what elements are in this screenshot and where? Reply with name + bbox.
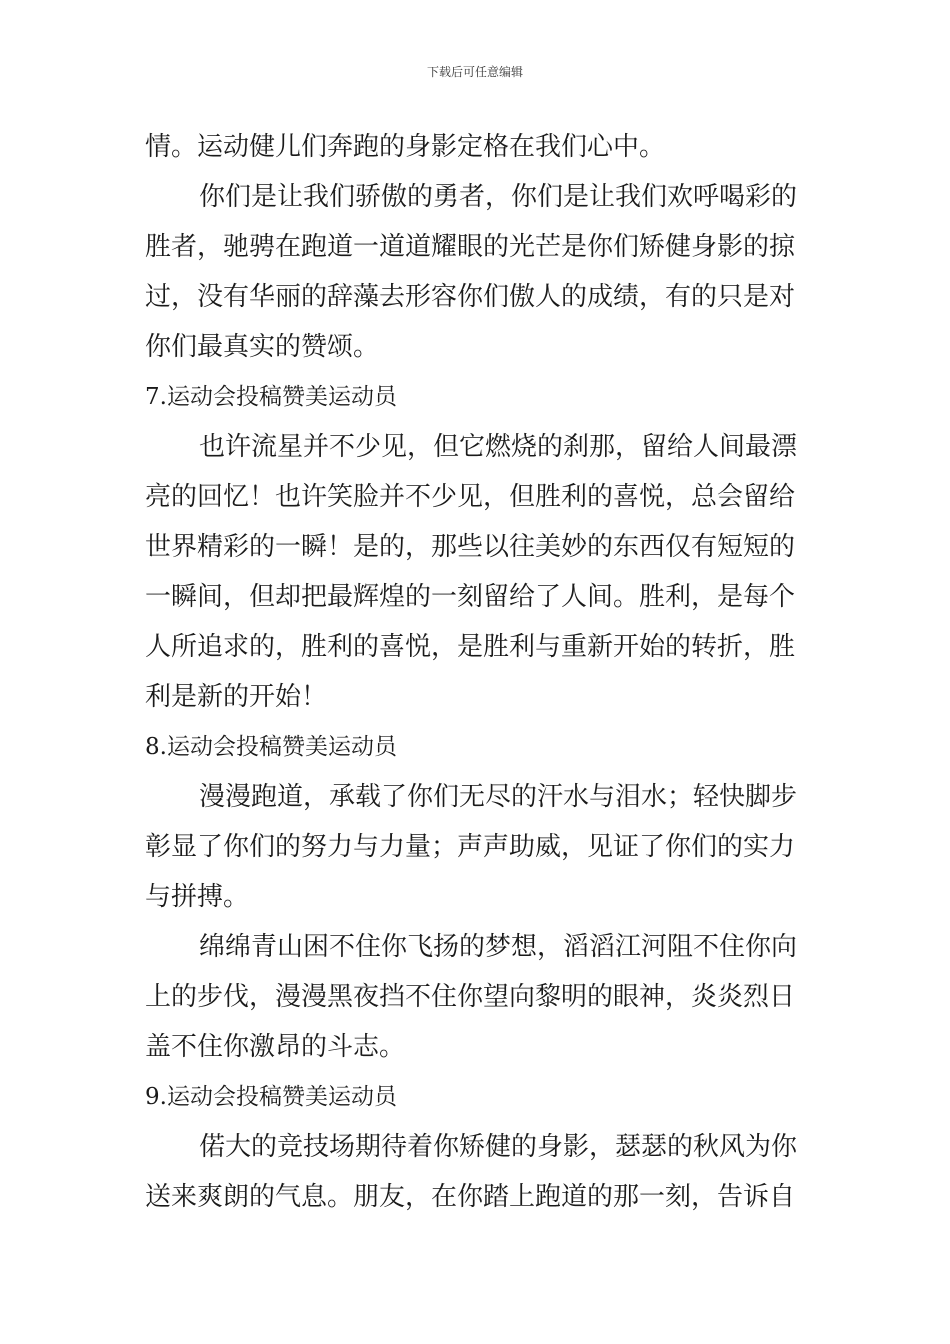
section-heading: 7.运动会投稿赞美运动员 (145, 384, 397, 410)
text-line: 过，没有华丽的辞藻去形容你们傲人的成绩，有的只是对 (145, 282, 796, 312)
text-line: 上的步伐，漫漫黑夜挡不住你望向黎明的眼神，炎炎烈日 (145, 982, 796, 1012)
text-line: 人所追求的，胜利的喜悦，是胜利与重新开始的转折，胜 (145, 632, 796, 662)
text-line: 盖不住你激昂的斗志。 (145, 1032, 406, 1062)
document-body (145, 122, 810, 1222)
text-line: 也许流星并不少见，但它燃烧的刹那，留给人间最漂 (199, 432, 798, 462)
text-line: 一瞬间，但却把最辉煌的一刻留给了人间。胜利，是每个 (145, 582, 796, 612)
text-line: 与拼搏。 (145, 882, 250, 912)
page-header: 下载后可任意编辑 (426, 65, 523, 79)
section-heading: 8.运动会投稿赞美运动员 (145, 734, 397, 760)
text-line: 彰显了你们的努力与力量；声声助威，见证了你们的实力 (145, 832, 796, 862)
section-heading: 9.运动会投稿赞美运动员 (145, 1084, 397, 1110)
text-line: 漫漫跑道，承载了你们无尽的汗水与泪水；轻快脚步 (199, 782, 798, 812)
text-line: 世界精彩的一瞬！是的，那些以往美妙的东西仅有短短的 (145, 532, 796, 562)
text-line: 利是新的开始！ (145, 682, 328, 712)
text-line: 情。运动健儿们奔跑的身影定格在我们心中。 (145, 132, 666, 162)
text-line: 胜者，驰骋在跑道一道道耀眼的光芒是你们矫健身影的掠 (145, 232, 796, 262)
text-line: 偌大的竞技场期待着你矫健的身影，瑟瑟的秋风为你 (199, 1132, 798, 1162)
text-line: 你们最真实的赞颂。 (145, 332, 380, 362)
text-line: 你们是让我们骄傲的勇者，你们是让我们欢呼喝彩的 (199, 182, 798, 212)
text-line: 送来爽朗的气息。朋友，在你踏上跑道的那一刻，告诉自 (145, 1182, 796, 1212)
text-line: 亮的回忆！也许笑脸并不少见，但胜利的喜悦，总会留给 (145, 482, 796, 512)
text-line: 绵绵青山困不住你飞扬的梦想，滔滔江河阻不住你向 (199, 932, 798, 962)
